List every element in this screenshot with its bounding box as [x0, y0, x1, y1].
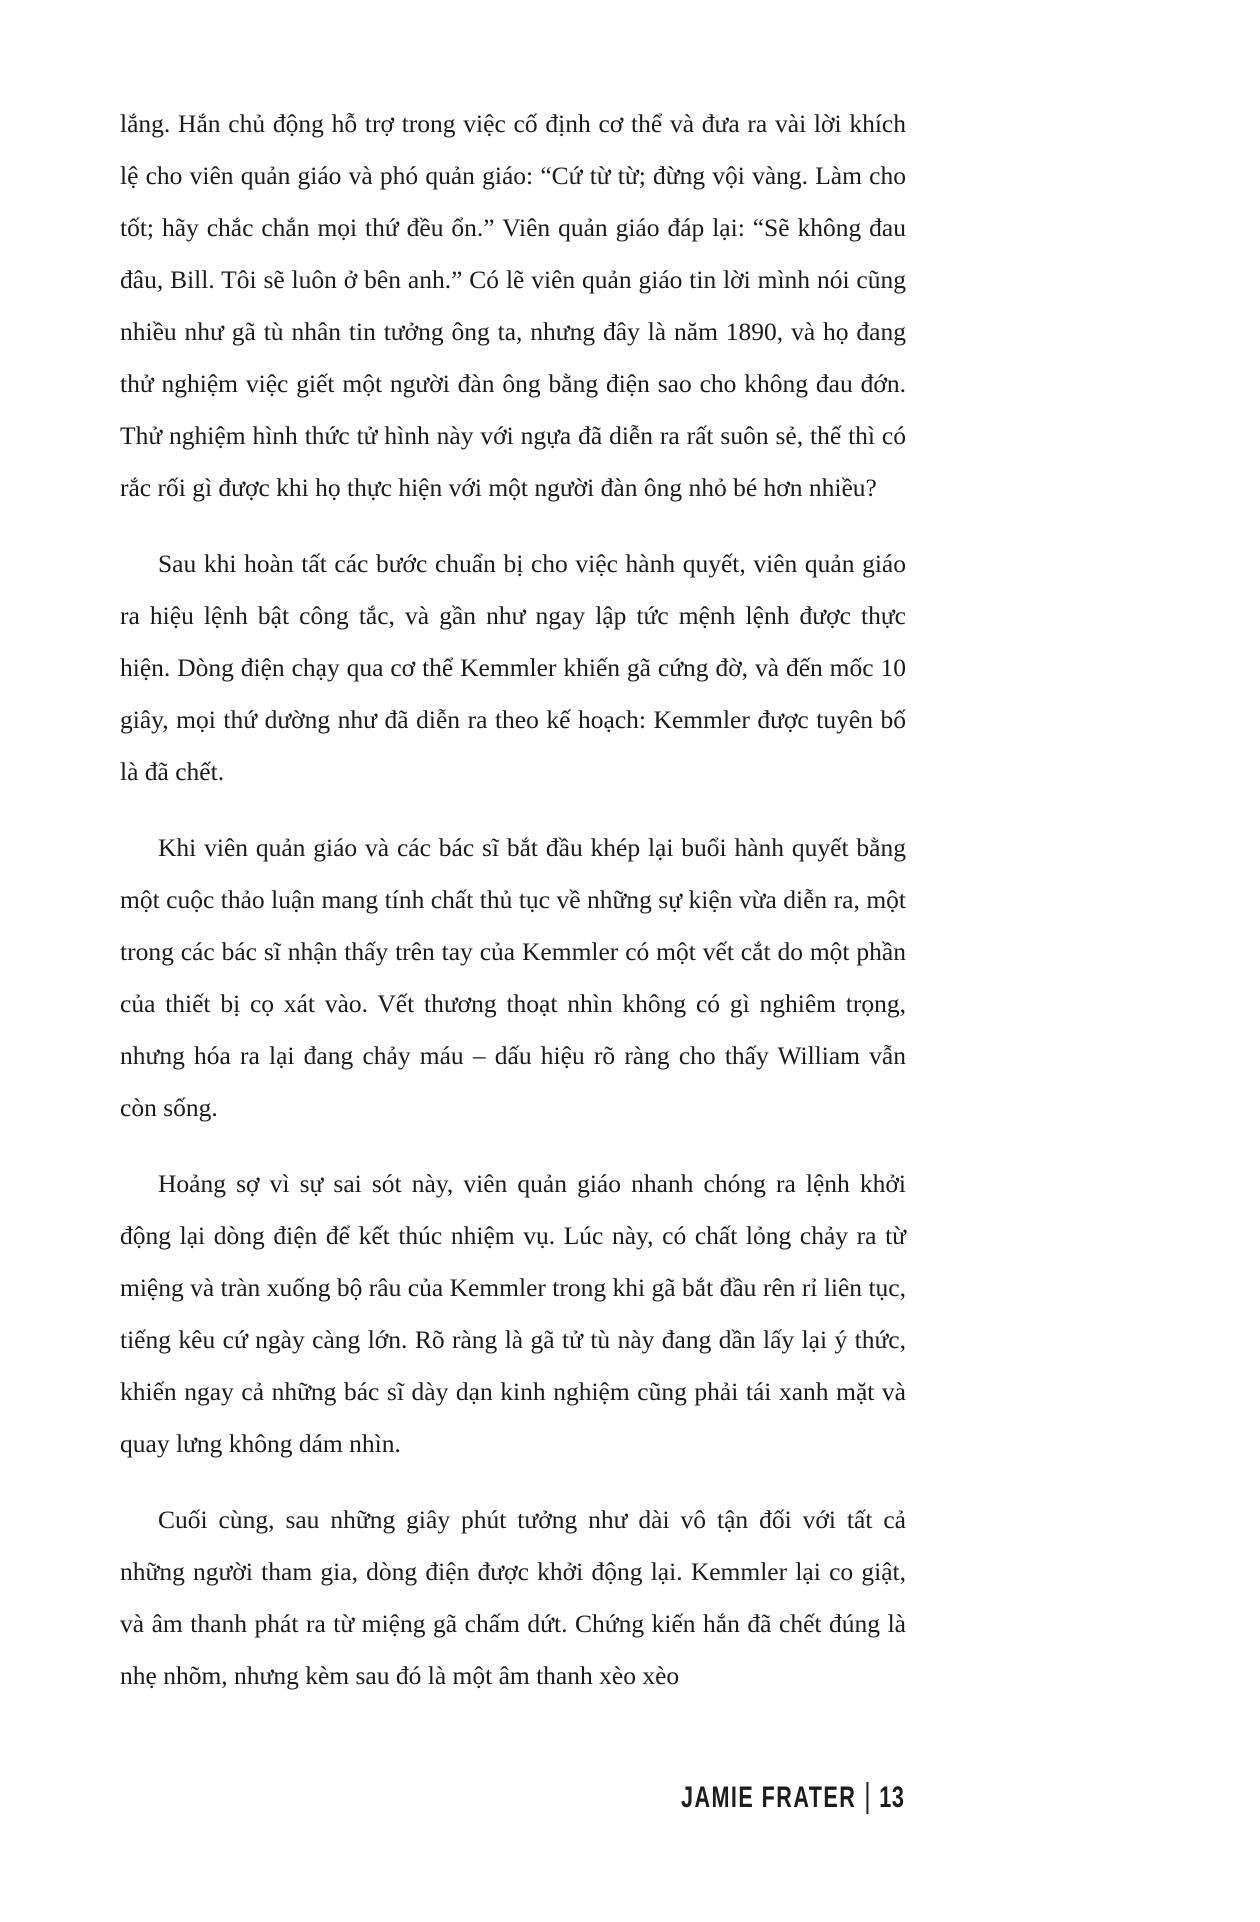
paragraph-3: Khi viên quản giáo và các bác sĩ bắt đầu khép lại buổi hành quyết bằng một cuộc thảo luận mang tính chất thủ tục về những sự kiện vừa diễn ra, một trong các bác sĩ nhận thấy trên tay của Kemmler có một vết cắt do một phần của thiết bị cọ xát vào. Vết thương thoạt nhìn không có gì nghiêm trọng, nhưng hóa ra lại đang chảy máu – dấu hiệu rõ ràng cho thấy William vẫn còn sống.	[120, 833, 906, 1122]
body-text	[120, 98, 906, 1726]
paragraph-5: Cuối cùng, sau những giây phút tưởng như dài vô tận đối với tất cả những người tham gia, dòng điện được khởi động lại. Kemmler lại co giật, và âm thanh phát ra từ miệng gã chấm dứt. Chứng kiến hắn đã chết đúng là nhẹ nhõm, nhưng kèm sau đó là một âm thanh xèo xèo	[120, 1505, 906, 1690]
paragraph-4: Hoảng sợ vì sự sai sót này, viên quản giáo nhanh chóng ra lệnh khởi động lại dòng điện để kết thúc nhiệm vụ. Lúc này, có chất lỏng chảy ra từ miệng và tràn xuống bộ râu của Kemmler trong khi gã bắt đầu rên rỉ liên tục, tiếng kêu cứ ngày càng lớn. Rõ ràng là gã tử tù này đang dần lấy lại ý thức, khiến ngay cả những bác sĩ dày dạn kinh nghiệm cũng phải tái xanh mặt và quay lưng không dám nhìn.	[120, 1169, 906, 1458]
footer-separator: |	[864, 1777, 872, 1815]
paragraph-2: Sau khi hoàn tất các bước chuẩn bị cho việc hành quyết, viên quản giáo ra hiệu lệnh bật công tắc, và gần như ngay lập tức mệnh lệnh được thực hiện. Dòng điện chạy qua cơ thể Kemmler khiến gã cứng đờ, và đến mốc 10 giây, mọi thứ dường như đã diễn ra theo kế hoạch: Kemmler được tuyên bố là đã chết.	[120, 549, 906, 786]
footer-page-number: 13	[879, 1780, 905, 1814]
paragraph-1: lắng. Hắn chủ động hỗ trợ trong việc cố định cơ thể và đưa ra vài lời khích lệ cho viên quản giáo và phó quản giáo: “Cứ từ từ; đừng vội vàng. Làm cho tốt; hãy chắc chắn mọi thứ đều ổn.” Viên quản giáo đáp lại: “Sẽ không đau đâu, Bill. Tôi sẽ luôn ở bên anh.” Có lẽ viên quản giáo tin lời mình nói cũng nhiều như gã tù nhân tin tưởng ông ta, nhưng đây là năm 1890, và họ đang thử nghiệm việc giết một người đàn ông bằng điện sao cho không đau đớn. Thử nghiệm hình thức tử hình này với ngựa đã diễn ra rất suôn sẻ, thế thì có rắc rối gì được khi họ thực hiện với một người đàn ông nhỏ bé hơn nhiều?	[120, 109, 906, 502]
footer-author: JAMIE FRATER	[681, 1780, 857, 1814]
page-footer	[681, 1778, 905, 1817]
